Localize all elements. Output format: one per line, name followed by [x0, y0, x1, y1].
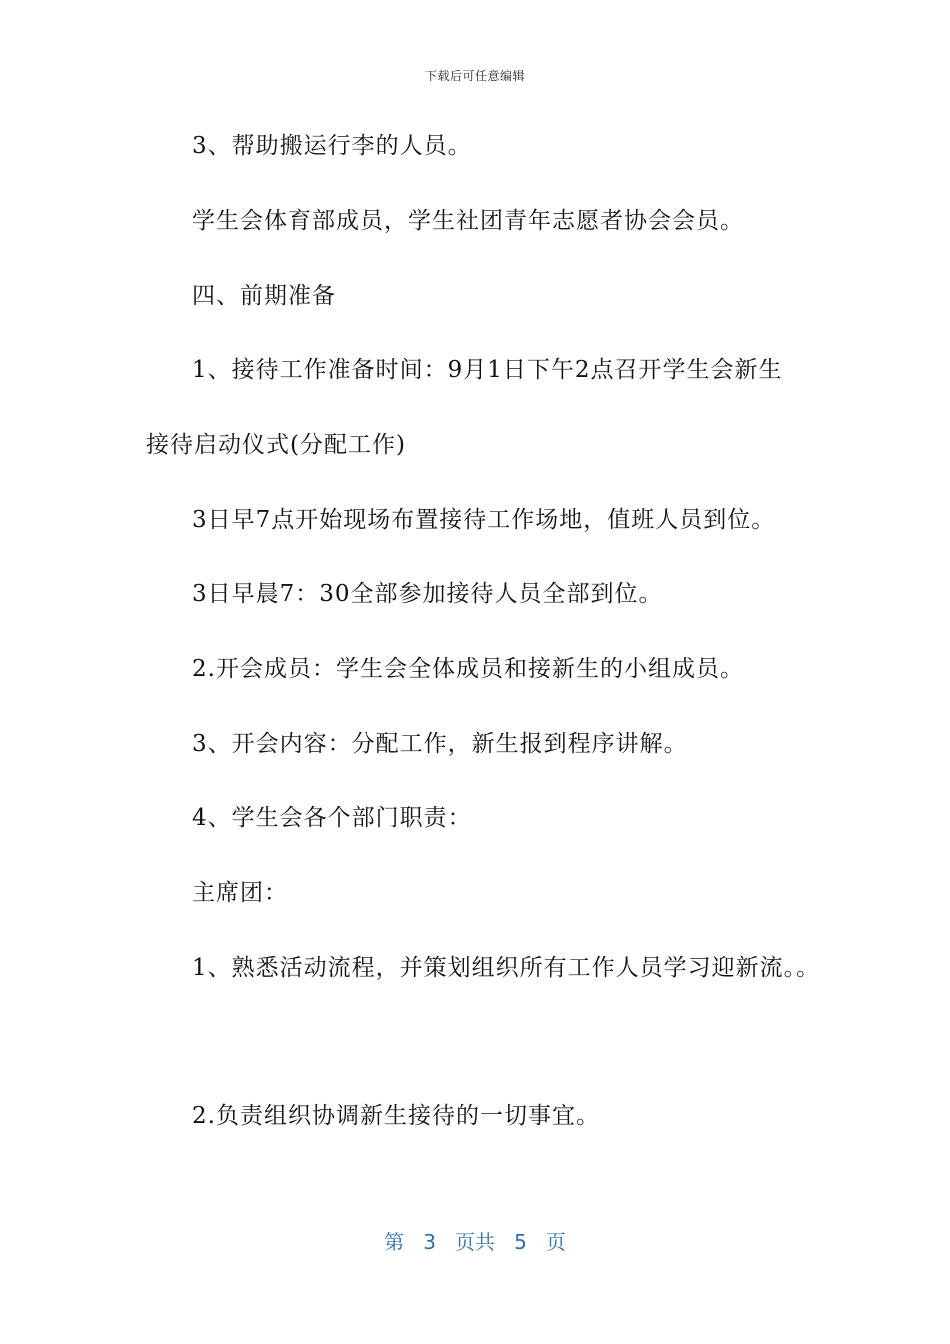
body-line: 接待启动仪式(分配工作)	[146, 432, 406, 458]
body-line: 3日早7点开始现场布置接待工作场地，值班人员到位。	[192, 507, 776, 533]
body-line: 1、接待工作准备时间：9月1日下午2点召开学生会新生	[192, 357, 783, 383]
footer-prefix: 第	[384, 1230, 405, 1254]
body-line: 2.负责组织协调新生接待的一切事宜。	[192, 1103, 600, 1129]
body-line: 主席团：	[192, 880, 288, 906]
header-note: 下载后可任意编辑	[424, 69, 525, 83]
body-line: 4、学生会各个部门职责：	[192, 805, 472, 831]
footer-total-pages: 5	[514, 1230, 527, 1254]
page-footer	[0, 1226, 950, 1255]
footer-suffix: 页	[545, 1230, 566, 1254]
body-line: 1、熟悉活动流程，并策划组织所有工作人员学习迎新流。。	[192, 955, 821, 981]
footer-current-page: 3	[423, 1230, 436, 1254]
body-line: 3日早晨7：30全部参加接待人员全部到位。	[192, 581, 663, 607]
body-line: 四、前期准备	[192, 283, 336, 309]
body-line: 3、开会内容：分配工作，新生报到程序讲解。	[192, 731, 688, 757]
body-line: 3、帮助搬运行李的人员。	[192, 133, 472, 159]
body-line: 学生会体育部成员，学生社团青年志愿者协会会员。	[192, 208, 744, 234]
body-line: 2.开会成员：学生会全体成员和接新生的小组成员。	[192, 656, 744, 682]
footer-middle: 页共	[455, 1230, 495, 1254]
